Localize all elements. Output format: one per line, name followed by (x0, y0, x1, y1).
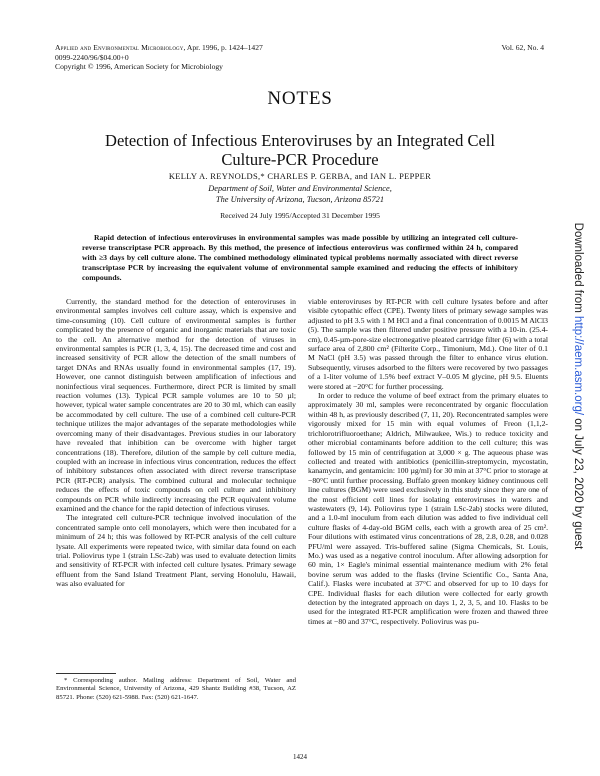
copyright: Copyright © 1996, American Society for Microbiology (55, 62, 223, 72)
journal-name: Applied and Environmental Microbiology (55, 43, 184, 52)
section-label: NOTES (267, 88, 333, 109)
journal-link[interactable]: http://aem.asm.org/ (572, 315, 584, 416)
body-column-right (308, 297, 548, 626)
paragraph: In order to reduce the volume of beef extract from the primary eluates to approximately 30 ml, samples were reconcentrated by organic flocculation within 48 h, as previously described (7, 11, 20). Reconcentrated samples were vigorously mixed for 15 min with equal volumes of Freon (1,1,2-trichlorotrifluoroethane; Aldrich, Milwaukee, Wis.) to reduce toxicity and other microbial contaminants before addition to the cell culture; this was followed by 15 min of centrifugation at 3,000 × g. The aqueous phase was collected and treated with antibiotics (penicillin-streptomycin, mycostatin, kanamycin, and gentamicin: 100 µg/ml) for 30 min at 37°C prior to storage at −80°C until further processing. Buffalo green monkey kidney continuous cell line cultures (BGM) were used exclusively in this study since they are one of the most efficient cell lines for isolating enteroviruses in waters and wastewaters (9, 14). Poliovirus type 1 (strain LSc-2ab) stocks were diluted, and a 1.0-ml inoculum from each dilution was added to five individual cell culture flasks of 4-day-old BGM cells, each with a growth area of 25 cm². Four dilutions with estimated virus concentrations of 28, 2.8, 0.28, and 0.028 PFU/ml were assayed. Tris-buffered saline (Sigma Chemicals, St. Louis, Mo.) was used as a negative control inoculum. After allowing adsorption for 60 min, 1× Eagle's minimal essential maintenance medium with 2% fetal bovine serum was added to the flasks (Irvine Scientific Co., Santa Ana, Calif.). Flasks were incubated at 37°C and observed for up to 10 days for CPE. Individual flasks for each dilution were collected for early growth detection by the integrated approach on days 1, 2, 3, 5, and 10. Flasks to be used for the integrated RT-PCR amplification were frozen and thawed three times at −80 and 37°C, respectively. Poliovirus was pu- (308, 391, 548, 626)
affiliation-line-1: Department of Soil, Water and Environmental Science, (208, 184, 392, 193)
page-number: 1424 (293, 753, 307, 761)
download-banner (568, 196, 584, 576)
volume-info: Vol. 62, No. 4 (501, 43, 544, 52)
running-header (55, 43, 263, 72)
author-list: KELLY A. REYNOLDS,* CHARLES P. GERBA, and IAN L. PEPPER (168, 171, 432, 181)
footnote-divider (56, 673, 116, 674)
received-dates: Received 24 July 1995/Accepted 31 December 1995 (220, 211, 380, 220)
corresponding-author-footnote: * Corresponding author. Mailing address: Department of Soil, Water and Environmental Science, University of Arizona, 429 Shantz Building #38, Tucson, AZ 85721. Phone: (520) 621-5988. Fax: (520) 621-1647. (56, 677, 296, 701)
body-column-left (56, 297, 296, 589)
affiliation-line-2: The University of Arizona, Tucson, Arizona 85721 (215, 194, 385, 204)
paragraph: Currently, the standard method for the detection of enteroviruses in environmental samples involves cell culture assay, which is expensive and time-consuming (10). Cell culture of environmental samples is further complicated by the presence of organic and inorganic materials that are toxic to the cell. An alternative method for the detection of viruses in environmental samples is PCR (1, 3, 4, 15). The decreased time and cost and increased sensitivity of PCR allow the detection of the small numbers of target DNAs and RNAs usually found in environmental samples (17, 19). However, one cannot distinguish between amplification of infectious and noninfectious viral sequences. Furthermore, direct PCR is limited by small reaction volumes (13). Typical PCR sample volumes are 10 to 50 µl; however, typical water sample concentrates are 20 to 30 ml, which can easily be accommodated by cell culture. The use of a combined cell culture-PCR technique utilizes the major advantages of the separate methodologies while overcoming many of their disadvantages. Previous studies in our laboratory have revealed that inhibition can be overcome with higher target concentrations (18). Therefore, dilution of the sample by cell culture media, coupled with an increase in infectious virus concentration, reduces the effect of inhibitory substances often associated with direct reverse transcriptase PCR (RT-PCR) analysis. The combined cultural and molecular technique reduces the effects of toxic compounds on cell culture and inhibitory compounds on PCR while indirectly increasing the PCR equivalent volume examined and the chance for the rapid detection of infectious viruses. (56, 297, 296, 513)
article-title: Detection of Infectious Enteroviruses by an Integrated Cell Culture-PCR Procedure (105, 131, 495, 169)
issn: 0099-2240/96/$04.00+0 (55, 52, 129, 62)
citation: , Apr. 1996, p. 1424–1427 (183, 43, 263, 52)
abstract: Rapid detection of infectious enteroviruses in environmental samples was made possible by utilizing an integrated cell culture-reverse transcriptase PCR approach. By this method, the presence of infectious enterovirus was confirmed within 24 h, compared with ≥3 days by cell culture alone. The combined methodology eliminated typical problems normally associated with direct reverse transcriptase PCR by increasing the equivalent volume of environmental sample examined and reducing the effects of inhibitory compounds. (82, 233, 518, 282)
paragraph: viable enteroviruses by RT-PCR with cell culture lysates before and after visible cytopathic effect (CPE). Twenty liters of primary sewage samples was adjusted to pH 3.5 with 1 M HCl and a final concentration of 0.0015 M AlCl3 (5). The sample was then filtered under positive pressure with a 10-in. (25.4-cm), 0.45-µm-pore-size electronegative pleated cartridge filter (6) with a total surface area of 2,800 cm² (Filterite Corp., Timonium, Md.). One liter of 0.1 M NaCl (pH 3.5) was passed through the filter to enhance virus elution. Subsequently, viruses adsorbed to the filters were recovered by two passages of a 1-liter volume of 1.5% beef extract V–0.05 M glycine, pH 9.5. Eluents were stored at −20°C for further processing. (308, 297, 548, 391)
affiliation (0, 184, 600, 205)
download-banner-suffix: on July 23, 2020 by guest (572, 415, 584, 550)
download-banner-prefix: Downloaded from (572, 222, 584, 316)
paragraph: The integrated cell culture-PCR technique involved inoculation of the concentrated sample onto cell monolayers, which were then incubated for a minimum of 24 h; this was followed by RT-PCR analysis of the cell culture lysate. All experiments were repeated twice, with similar data found on each trial. Poliovirus type 1 (strain LSc-2ab) was used to evaluate detection limits and sensitivity of RT-PCR with infected cell culture lysates. Primary sewage effluent from the Sand Island Treatment Plant, serving Honolulu, Hawaii, was also evaluated for (56, 513, 296, 589)
